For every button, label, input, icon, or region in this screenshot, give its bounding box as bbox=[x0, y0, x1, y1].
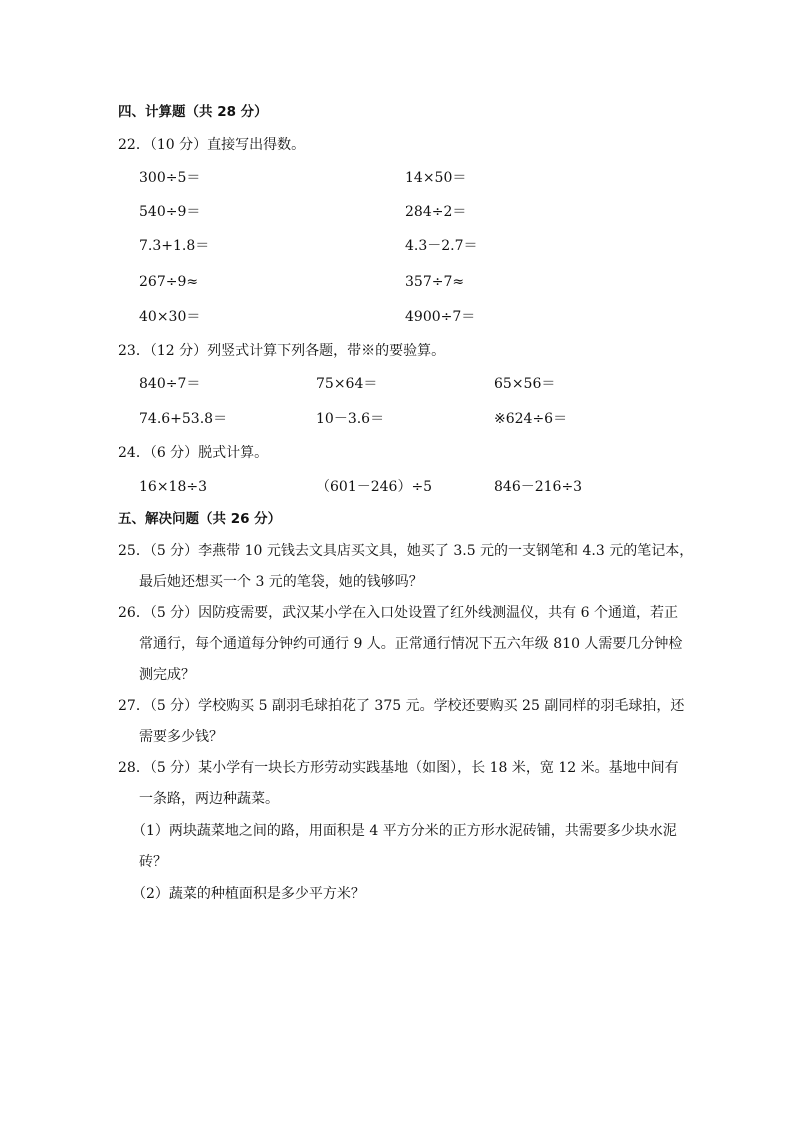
q22-item: 300÷5＝ bbox=[139, 170, 201, 186]
q22-row bbox=[0, 236, 794, 256]
q25-line: 最后她还想买一个 3 元的笔袋，她的钱够吗？ bbox=[139, 574, 423, 590]
q22-item: 4900÷7＝ bbox=[405, 309, 476, 325]
q22-item: 267÷9≈ bbox=[139, 274, 199, 290]
q24-item: （601－246）÷5 bbox=[316, 479, 433, 495]
q24-item: 16×18÷3 bbox=[139, 479, 207, 495]
section-5-title: 五、解决问题（共 26 分） bbox=[118, 511, 282, 527]
q26-line: 测完成？ bbox=[139, 667, 195, 683]
q23-item: 10－3.6＝ bbox=[316, 411, 385, 427]
q23-row bbox=[0, 409, 794, 429]
q27-line: 需要多少钱？ bbox=[139, 729, 223, 745]
q28-sub2-line: （2）蔬菜的种植面积是多少平方米？ bbox=[132, 886, 365, 902]
q22-row bbox=[0, 202, 794, 222]
q24-item: 846－216÷3 bbox=[494, 479, 583, 495]
q28-line: 一条路，两边种蔬菜。 bbox=[139, 791, 279, 807]
q26-line: 常通行，每个通道每分钟约可通行 9 人。正常通行情况下五六年级 810 人需要几分钟检 bbox=[139, 636, 683, 652]
q28-sub1-line: 砖？ bbox=[139, 854, 167, 870]
q22-item: 357÷7≈ bbox=[405, 274, 465, 290]
q22-row bbox=[0, 168, 794, 188]
q22-item: 40×30＝ bbox=[139, 309, 201, 325]
q22-item: 540÷9＝ bbox=[139, 204, 201, 220]
q23-item: 65×56＝ bbox=[494, 376, 556, 392]
q22-row bbox=[0, 272, 794, 292]
q22-item: 284÷2＝ bbox=[405, 204, 467, 220]
q22-row bbox=[0, 307, 794, 327]
q25-line: 25．（5 分）李燕带 10 元钱去文具店买文具，她买了 3.5 元的一支钢笔和 4.3 元的笔记本， bbox=[118, 543, 694, 559]
q27-line: 27．（5 分）学校购买 5 副羽毛球拍花了 375 元。学校还要购买 25 副同样的羽毛球拍，还 bbox=[118, 698, 685, 714]
q22-stem: 22．（10 分）直接写出得数。 bbox=[118, 137, 306, 153]
q23-item: ※624÷6＝ bbox=[494, 411, 568, 427]
q22-item: 7.3+1.8＝ bbox=[139, 238, 210, 254]
q28-sub1-line: （1）两块蔬菜地之间的路，用面积是 4 平方分米的正方形水泥砖铺，共需要多少块水泥 bbox=[132, 823, 677, 839]
section-4-title: 四、计算题（共 28 分） bbox=[118, 104, 268, 120]
q22-item: 4.3－2.7＝ bbox=[405, 238, 478, 254]
q23-item: 840÷7＝ bbox=[139, 376, 201, 392]
q23-item: 75×64＝ bbox=[316, 376, 378, 392]
q26-line: 26．（5 分）因防疫需要，武汉某小学在入口处设置了红外线测温仪，共有 6 个通道，若正 bbox=[118, 605, 678, 621]
q22-item: 14×50＝ bbox=[405, 170, 467, 186]
q23-item: 74.6+53.8＝ bbox=[139, 411, 228, 427]
q28-line: 28．（5 分）某小学有一块长方形劳动实践基地（如图），长 18 米，宽 12 米。基地中间有 bbox=[118, 760, 679, 776]
q24-stem: 24．（6 分）脱式计算。 bbox=[118, 445, 269, 461]
q24-row bbox=[0, 477, 794, 497]
q23-row bbox=[0, 374, 794, 394]
q23-stem: 23．（12 分）列竖式计算下列各题，带※的要验算。 bbox=[118, 343, 446, 359]
